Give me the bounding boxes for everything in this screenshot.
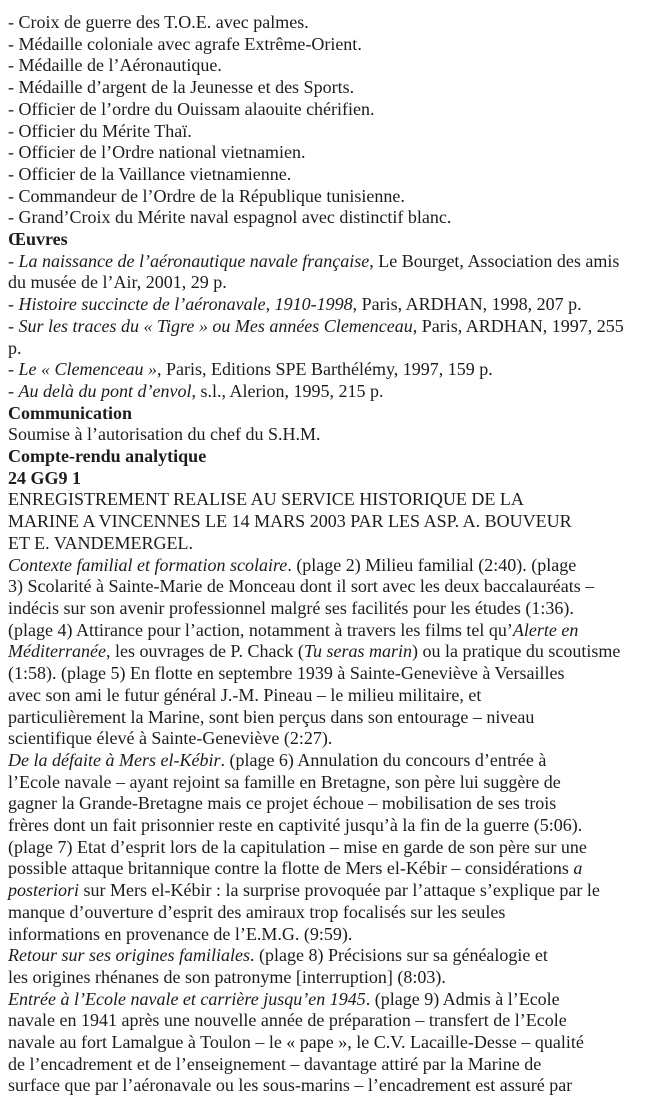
- text-segment: p.: [8, 337, 22, 358]
- text-segment: les origines rhénanes de son patronyme [interruption] (8:03).: [8, 966, 446, 987]
- text-line: [8, 598, 657, 620]
- text-line: [8, 34, 657, 56]
- text-line: [8, 663, 657, 685]
- text-segment: , Le Bourget, Association des amis: [369, 250, 620, 271]
- text-segment: ET E. VANDEMERGEL.: [8, 532, 194, 553]
- text-line: [8, 620, 657, 642]
- text-segment: - Officier du Mérite Thaï.: [8, 120, 192, 141]
- text-line: [8, 815, 657, 837]
- text-segment: Œuvres: [8, 229, 68, 250]
- text-segment: , s.l., Alerion, 1995, 215 p.: [191, 380, 384, 401]
- text-segment: - Croix de guerre des T.O.E. avec palmes.: [8, 12, 309, 32]
- text-segment: -: [8, 359, 19, 380]
- text-segment: frères dont un fait prisonnier reste en captivité jusqu’à la fin de la guerre (5:06).: [8, 815, 583, 836]
- text-segment: manque d’ouverture d’esprit des amiraux trop focalisés sur les seules: [8, 901, 506, 922]
- text-line: [8, 381, 657, 403]
- text-segment: Tu seras marin: [303, 641, 412, 662]
- text-line: [8, 121, 657, 143]
- text-line: [8, 880, 657, 902]
- text-line: [8, 1032, 657, 1054]
- text-segment: , Paris, ARDHAN, 1997, 255: [412, 315, 624, 336]
- text-segment: particulièrement la Marine, sont bien perçus dans son entourage – niveau: [8, 706, 535, 727]
- text-line: [8, 403, 657, 425]
- text-segment: navale en 1941 après une nouvelle année de préparation – transfert de l’Ecole: [8, 1010, 567, 1031]
- text-line: [8, 1054, 657, 1076]
- text-line: [8, 294, 657, 316]
- text-segment: - Commandeur de l’Ordre de la République tunisienne.: [8, 185, 405, 206]
- text-segment: Contexte familial et formation scolaire: [8, 554, 288, 575]
- text-segment: possible attaque britannique contre la flotte de Mers el-Kébir – considérations: [8, 858, 574, 879]
- text-segment: MARINE A VINCENNES LE 14 MARS 2003 PAR LES ASP. A. BOUVEUR: [8, 511, 572, 532]
- text-segment: du musée de l’Air, 2001, 29 p.: [8, 272, 227, 293]
- text-segment: Au delà du pont d’envol: [18, 380, 192, 401]
- text-line: [8, 272, 657, 294]
- text-segment: , Paris, Editions SPE Barthélémy, 1997, 159 p.: [156, 359, 493, 380]
- text-line: [8, 207, 657, 229]
- text-segment: Communication: [8, 402, 133, 423]
- text-segment: navale au fort Lamalgue à Toulon – le « pape », le C.V. Lacaille-Desse – qualité: [8, 1032, 584, 1053]
- text-segment: - Médaille de l’Aéronautique.: [8, 55, 222, 76]
- text-segment: ) ou la pratique du scoutisme: [411, 641, 621, 662]
- text-segment: de l’encadrement et de l’enseignement – davantage attiré par la Marine de: [8, 1053, 542, 1074]
- text-line: [8, 858, 657, 880]
- text-line: [8, 967, 657, 989]
- text-segment: surface que par l’aéronavale ou les sous-marins – l’encadrement est assuré par: [8, 1075, 573, 1096]
- text-segment: (plage 4) Attirance pour l’action, notamment à travers les films tel qu’: [8, 619, 513, 640]
- text-segment: posteriori: [8, 880, 80, 901]
- text-line: [8, 424, 657, 446]
- text-segment: Compte-rendu analytique: [8, 446, 207, 467]
- text-line: [8, 12, 657, 34]
- text-segment: La naissance de l’aéronautique navale française: [18, 250, 370, 271]
- text-line: [8, 468, 657, 490]
- text-segment: Méditerranée: [8, 641, 106, 662]
- text-line: [8, 750, 657, 772]
- text-segment: informations en provenance de l’E.M.G. (9:59).: [8, 923, 353, 944]
- text-segment: -: [8, 315, 19, 336]
- text-line: [8, 489, 657, 511]
- text-line: [8, 837, 657, 859]
- text-segment: - Officier de l’ordre du Ouissam alaouite chérifien.: [8, 98, 375, 119]
- text-segment: l’Ecole navale – ayant rejoint sa famille en Bretagne, son père lui suggère de: [8, 771, 561, 792]
- text-segment: Histoire succincte de l’aéronavale, 1910-1998: [18, 294, 353, 315]
- text-segment: De la défaite à Mers el-Kébir: [8, 749, 221, 770]
- text-segment: avec son ami le futur général J.-M. Pineau – le milieu militaire, et: [8, 684, 482, 705]
- text-line: [8, 707, 657, 729]
- text-segment: 24 GG9 1: [8, 467, 82, 488]
- text-segment: Entrée à l’Ecole navale et carrière jusqu’en 1945: [8, 988, 366, 1009]
- text-line: [8, 77, 657, 99]
- text-segment: . (plage 6) Annulation du concours d’entrée à: [220, 749, 547, 770]
- text-segment: -: [8, 250, 19, 271]
- text-line: [8, 164, 657, 186]
- text-segment: Retour sur ses origines familiales: [8, 945, 250, 966]
- text-line: [8, 186, 657, 208]
- text-line: [8, 685, 657, 707]
- text-segment: . (plage 8) Précisions sur sa généalogie et: [250, 945, 548, 966]
- text-line: [8, 924, 657, 946]
- text-line: [8, 1010, 657, 1032]
- text-segment: - Médaille coloniale avec agrafe Extrême-Orient.: [8, 33, 362, 54]
- text-segment: 3) Scolarité à Sainte-Marie de Monceau dont il sort avec les deux baccalauréats –: [8, 576, 595, 597]
- text-segment: -: [8, 294, 19, 315]
- text-segment: Soumise à l’autorisation du chef du S.H.M.: [8, 424, 321, 445]
- text-segment: Sur les traces du « Tigre » ou Mes années Clemenceau: [18, 315, 413, 336]
- text-segment: Le « Clemenceau »: [18, 359, 157, 380]
- text-segment: indécis sur son avenir professionnel malgré ses facilités pour les études (1:36).: [8, 597, 574, 618]
- text-segment: scientifique élevé à Sainte-Geneviève (2:27).: [8, 728, 333, 749]
- text-line: [8, 641, 657, 663]
- text-line: [8, 989, 657, 1011]
- text-segment: - Officier de la Vaillance vietnamienne.: [8, 163, 292, 184]
- text-segment: - Médaille d’argent de la Jeunesse et des Sports.: [8, 77, 355, 98]
- text-line: [8, 902, 657, 924]
- text-line: [8, 576, 657, 598]
- text-line: [8, 511, 657, 533]
- text-line: [8, 1075, 657, 1097]
- text-line: [8, 229, 657, 251]
- text-line: [8, 142, 657, 164]
- text-line: [8, 359, 657, 381]
- text-segment: . (plage 2) Milieu familial (2:40). (plage: [287, 554, 577, 575]
- text-segment: . (plage 9) Admis à l’Ecole: [365, 988, 560, 1009]
- text-line: [8, 793, 657, 815]
- text-line: [8, 728, 657, 750]
- text-segment: (plage 7) Etat d’esprit lors de la capitulation – mise en garde de son père sur une: [8, 836, 587, 857]
- text-line: [8, 99, 657, 121]
- text-line: [8, 772, 657, 794]
- text-segment: , les ouvrages de P. Chack (: [105, 641, 304, 662]
- text-line: [8, 55, 657, 77]
- text-line: [8, 945, 657, 967]
- text-line: [8, 533, 657, 555]
- text-segment: gagner la Grande-Bretagne mais ce projet échoue – mobilisation de ses trois: [8, 793, 557, 814]
- text-line: [8, 251, 657, 273]
- text-segment: , Paris, ARDHAN, 1998, 207 p.: [352, 294, 582, 315]
- text-segment: ENREGISTREMENT REALISE AU SERVICE HISTORIQUE DE LA: [8, 489, 524, 510]
- text-segment: Alerte en: [512, 619, 579, 640]
- text-segment: a: [573, 858, 583, 879]
- text-segment: - Officier de l’Ordre national vietnamien.: [8, 142, 306, 163]
- text-segment: -: [8, 380, 19, 401]
- text-segment: - Grand’Croix du Mérite naval espagnol avec distinctif blanc.: [8, 207, 452, 228]
- text-line: [8, 338, 657, 360]
- text-line: [8, 555, 657, 577]
- text-segment: (1:58). (plage 5) En flotte en septembre 1939 à Sainte-Geneviève à Versailles: [8, 663, 565, 684]
- text-line: [8, 446, 657, 468]
- text-segment: sur Mers el-Kébir : la surprise provoquée par l’attaque s’explique par le: [79, 880, 600, 901]
- text-line: [8, 316, 657, 338]
